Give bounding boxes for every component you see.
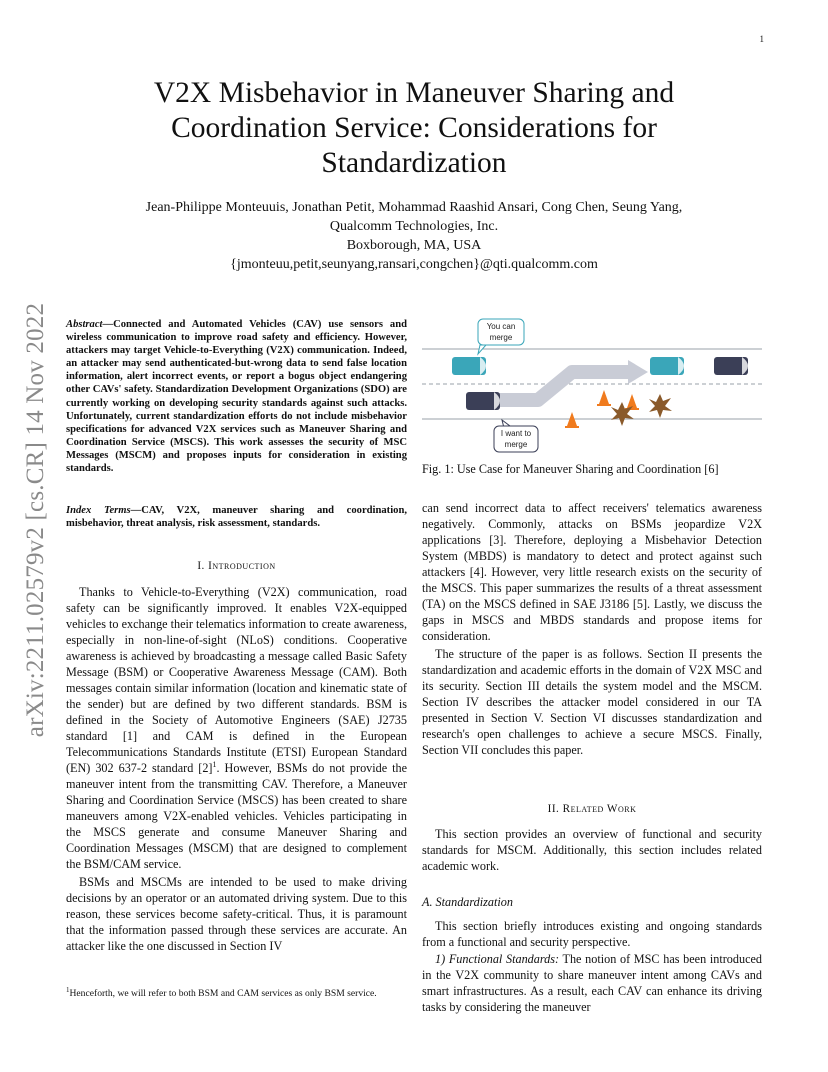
intro-paragraph: can send incorrect data to affect receivers' telematics awareness negatively. Commonly, attacks on BSMs jeopardize V2X applications [3]. Therefore, deploying a Misbehavior Detection System (MBDS) is mandatory to detect and protect against such attackers [4]. However, very little research exists on the security of the MSCS. This paper summarizes the results of a threat assessment (TA) on the MSCS defined in SAE J3186 [5]. Lastly, we discuss the gaps in MSCS and MBDS standards and propose items for consideration. (422, 501, 762, 643)
figure-caption: Fig. 1: Use Case for Maneuver Sharing and Coordination [6] (422, 462, 719, 476)
footnote-reference[interactable]: 1 (212, 759, 217, 769)
title-line: Coordination Service: Considerations for (171, 112, 657, 144)
attack-burst-icon (649, 394, 672, 418)
index-terms (66, 504, 407, 530)
title-line: Standardization (321, 147, 507, 179)
index-terms-label: Index Terms (66, 505, 131, 516)
traffic-cone-icon (597, 390, 611, 406)
merge-arrow-head (628, 360, 648, 384)
author-email: {jmonteuu,petit,seunyang,ransari,congchen}@qti.qualcomm.com (230, 257, 598, 272)
traffic-cone-icon (625, 394, 639, 410)
intro-paragraph: BSMs and MSCMs are intended to be used to make driving decisions by an operator or an automated driving system. Due to this reason, these services become safety-critical. Thus, it is paramount that the information passed through these services are accurate. An attacker like the one discussed in Section IV (66, 875, 407, 953)
section-number: II. (547, 803, 560, 815)
related-work-intro (422, 826, 762, 874)
paper-title (80, 76, 748, 181)
intro-paragraph-text: . However, BSMs do not provide the maneuver intent from the transmitting CAV. Therefore, a Maneuver Sharing and Coordination Service (MSCS) has been created to share maneuvers among V2X-enabled vehicles. Vehicles participating in the MSCS generate and consume Maneuver Sharing and Coordination Messages (MSCM) that are designed to complement the BSM/CAM service. (66, 761, 408, 871)
standardization-paragraph: This section briefly introduces existing and ongoing standards from a functional and security perspective. (422, 919, 762, 949)
vehicle-navy-icon (714, 357, 748, 375)
vehicle-teal-icon (650, 357, 684, 375)
intro-paragraph: The structure of the paper is as follows. Section II presents the standardization and academic efforts in the domain of V2X MSC and its security. Section III details the system model and the MSCM. Section IV describes the attacker model considered in our TA presented in Section V. Section VI discusses standardization and research's open challenges to achieve a secure MSCS. Finally, Section VII concludes this paper. (422, 647, 762, 757)
introduction-continued (422, 500, 762, 758)
standardization-body (422, 918, 762, 1015)
abstract-label: Abstract (66, 319, 103, 330)
author-names: Jean-Philippe Monteuuis, Jonathan Petit, Mohammad Raashid Ansari, Cong Chen, Seung Yang, (145, 200, 683, 215)
speech-bubble-i-want-to-merge (494, 420, 538, 452)
footnote-mark: 1 (66, 985, 70, 994)
page-number: 1 (759, 34, 764, 44)
intro-paragraph (66, 584, 407, 872)
abstract-text: —Connected and Automated Vehicles (CAV) use sensors and wireless communication to improve road safety and efficiency. However, attackers may target Vehicle-to-Everything (V2X) communication. Indeed, an attacker may send authenticated-but-wrong data to send false location information, alert incorrect events, or report a bogus object endangering other CAVs' safety. Standardization Development Organizations (SDO) are currently working on developing security standards against such attacks. Unfortunately, current standardization efforts do not include misbehavior specifications for advanced V2X services such as Maneuver Sharing and Coordination Service (MSCS). This work assesses the security of MSC Messages (MSCM) and proposes inputs for consideration in existing standards. (66, 319, 407, 475)
vehicle-teal-icon (452, 357, 486, 375)
section-title: Related Work (562, 803, 637, 815)
arxiv-side-stamp (20, 285, 52, 755)
section-heading-related-work (422, 803, 762, 815)
abstract (66, 318, 407, 475)
merge-path (494, 372, 632, 400)
bubble-text: You can (486, 322, 516, 331)
bubble-text: I want to (500, 429, 532, 438)
author-block (80, 198, 748, 274)
traffic-cone-icon (565, 412, 579, 428)
vehicle-merging-navy-icon (466, 392, 500, 410)
figure-illustration (422, 316, 762, 454)
title-line: V2X Misbehavior in Maneuver Sharing and (153, 77, 675, 109)
section-heading-introduction (66, 560, 407, 572)
arxiv-stamp-text: arXiv:2211.02579v2 [cs.CR] 14 Nov 2022 (22, 302, 50, 738)
introduction-body (66, 584, 407, 954)
section-title: Introduction (208, 560, 276, 572)
functional-standards-paragraph (422, 951, 762, 1015)
author-affiliation: Qualcomm Technologies, Inc. (329, 219, 499, 234)
functional-standards-text: The notion of MSC has been introduced in the V2X community to share maneuver intent among CAVs and smart infrastructures. As a result, each CAV can enhance its driving tasks by considering the maneuver (422, 952, 762, 1014)
footnote (66, 985, 407, 1000)
footnote-text: Henceforth, we will refer to both BSM and CAM services as only BSM service. (69, 988, 377, 999)
bubble-text: merge (504, 440, 528, 449)
figure-maneuver-use-case (422, 316, 762, 454)
bubble-text: merge (489, 333, 513, 342)
functional-standards-label: 1) Functional Standards: (435, 952, 560, 966)
intro-paragraph-text: Thanks to Vehicle-to-Everything (V2X) communication, road safety can be significantly improved. It enables V2X-equipped vehicles to exchange their telematics information to create awareness, especially in non-line-of-sight (NLoS) conditions. Cooperative awareness is achieved by broadcasting a message called Basic Safety Message (BSM) or Cooperative Awareness Message (CAM). Both messages contain similar information (location and kinematic state of the sender) but are defined by two different standards. BSM is defined in the Society of Automotive Engineers (SAE) J2735 standard [1] and CAM is defined in the European Telecommunications Standards Institute (ETSI) European Standard (EN) 302 637-2 standard [2] (66, 585, 407, 775)
index-terms-text: —CAV, V2X, maneuver sharing and coordination, misbehavior, threat analysis, risk assessment, standards. (66, 505, 407, 530)
subsection-heading-standardization: A. Standardization (422, 895, 513, 909)
section-number: I. (197, 560, 205, 572)
author-location: Boxborough, MA, USA (346, 238, 482, 253)
related-work-paragraph: This section provides an overview of functional and security standards for MSCM. Additionally, this section includes related academic work. (422, 827, 762, 873)
